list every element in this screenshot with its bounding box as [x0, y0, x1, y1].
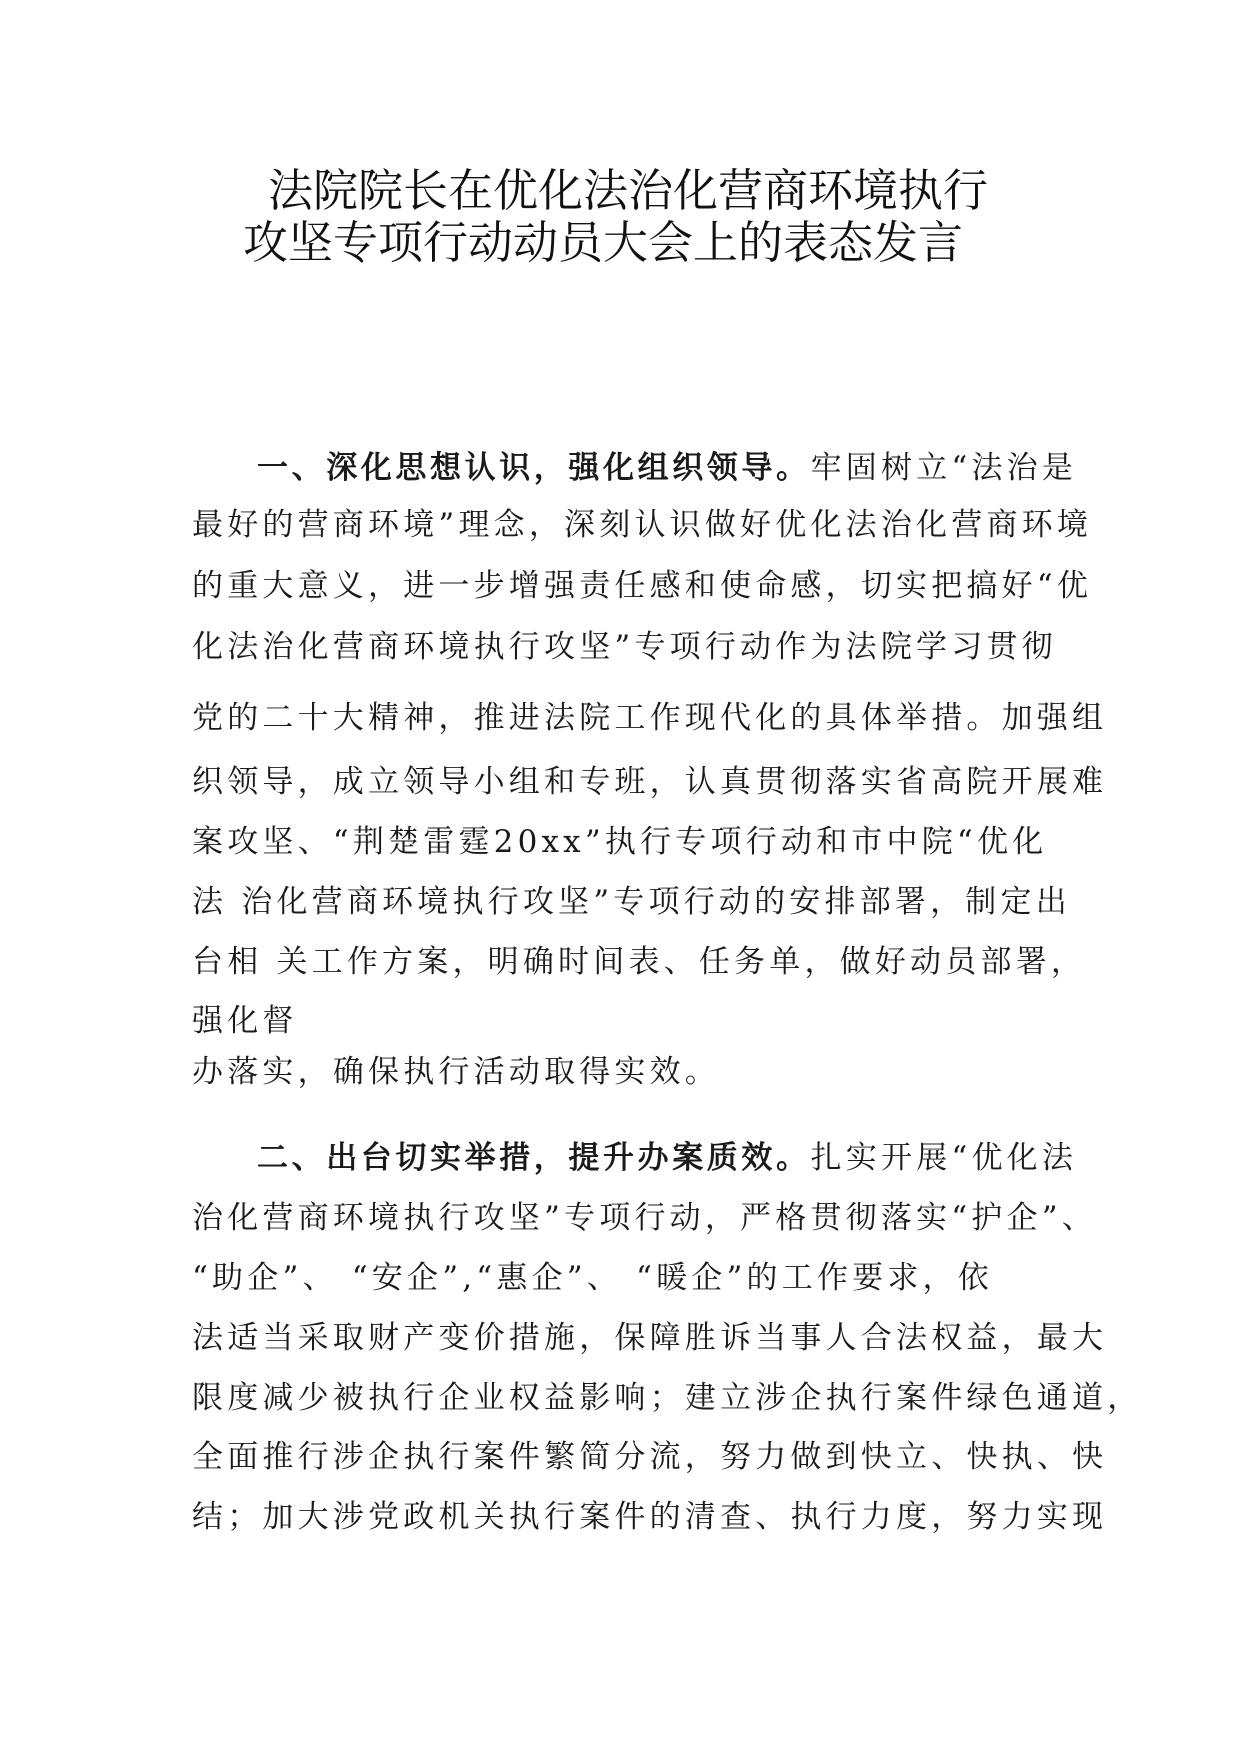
- section-1-line: 最好的营商环境”理念，深刻认识做好优化法治化营商环境: [192, 507, 1093, 543]
- section-2-line: 全面推行涉企执行案件繁简分流，努力做到快立、快执、快: [192, 1439, 1108, 1475]
- section-2-line: 扎实开展“优化法: [810, 1140, 1078, 1176]
- section-1-line: 办落实，确保执行活动取得实效。: [192, 1054, 720, 1090]
- section-2-line: 结；加大涉党政机关执行案件的清查、执行力度，努力实现: [192, 1499, 1108, 1535]
- section-1-line: 强化督: [192, 1003, 298, 1039]
- document-title-line-1: 法院院长在优化法治化营商环境执行: [268, 164, 989, 217]
- section-1-line: 织领导，成立领导小组和专班，认真贯彻落实省高院开展难: [192, 764, 1108, 800]
- section-1-first-line: [257, 448, 1077, 488]
- section-2-line: 治化营商环境执行攻坚”专项行动，严格贯彻落实“护企”、: [192, 1200, 1097, 1236]
- section-1-line: 党的二十大精神，推进法院工作现代化的具体举措。加强组: [192, 700, 1108, 736]
- document-title-line-2: 攻坚专项行动动员大会上的表态发言: [243, 216, 964, 269]
- section-1-line: 法 治化营商环境执行攻坚”专项行动的安排部署，制定出: [192, 884, 1071, 920]
- section-1-line: 的重大意义，进一步增强责任感和使命感，切实把搞好“优: [192, 568, 1093, 604]
- section-2-heading: 二、出台切实举措，提升办案质效。: [257, 1140, 811, 1176]
- section-1-line: 牢固树立“法治是: [810, 450, 1078, 486]
- section-1-line: 案攻坚、“荆楚雷霆20xx”执行专项行动和市中院“优化: [192, 824, 1048, 860]
- section-2-line: 限度减少被执行企业权益影响；建立涉企执行案件绿色通道，: [192, 1380, 1143, 1416]
- section-2-line: “助企”、 “安企”,“惠企”、 “暖企”的工作要求，依: [192, 1260, 993, 1296]
- section-1-line: 化法治化营商环境执行攻坚”专项行动作为法院学习贯彻: [192, 629, 1057, 665]
- section-1-heading: 一、深化思想认识，强化组织领导。: [257, 450, 811, 486]
- section-1-line: 台相 关工作方案，明确时间表、任务单，做好动员部署，: [192, 944, 1087, 980]
- section-2-first-line: [257, 1138, 1077, 1178]
- section-2-line: 法适当采取财产变价措施，保障胜诉当事人合法权益，最大: [192, 1320, 1108, 1356]
